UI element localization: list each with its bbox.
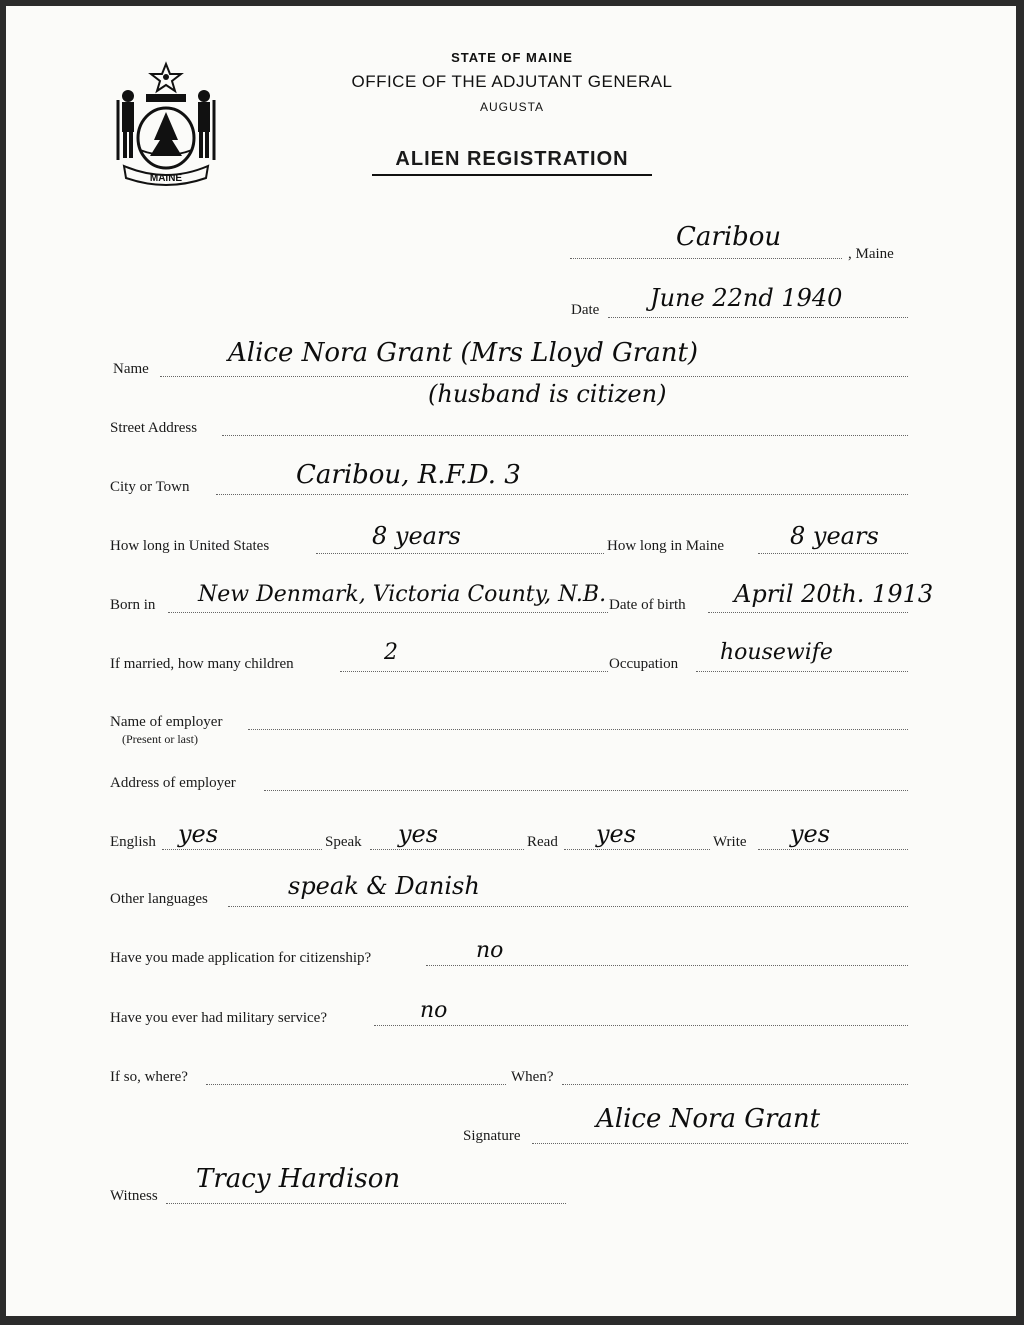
- born-in-value[interactable]: New Denmark, Victoria County, N.B.: [198, 582, 607, 607]
- occupation-value[interactable]: housewife: [720, 640, 833, 665]
- other-languages-line: [228, 906, 908, 907]
- read-value[interactable]: yes: [596, 820, 637, 848]
- employer-address-label: Address of employer: [110, 775, 236, 791]
- military-line: [374, 1025, 908, 1026]
- employer-address-line[interactable]: [264, 790, 908, 791]
- english-value[interactable]: yes: [178, 820, 219, 848]
- maine-duration-value[interactable]: 8 years: [790, 522, 879, 550]
- witness-label: Witness: [110, 1188, 158, 1204]
- date-of-birth-label: Date of birth: [609, 597, 686, 613]
- us-duration-value[interactable]: 8 years: [372, 522, 461, 550]
- employer-label: Name of employer: [110, 714, 223, 730]
- children-value[interactable]: 2: [384, 640, 398, 665]
- header-office: OFFICE OF THE ADJUTANT GENERAL: [351, 72, 673, 91]
- where-label: If so, where?: [110, 1069, 188, 1085]
- form-title: ALIEN REGISTRATION: [372, 148, 652, 176]
- children-line: [340, 671, 608, 672]
- write-line: [758, 849, 908, 850]
- header-state: STATE OF MAINE: [451, 50, 573, 65]
- born-in-line: [168, 612, 608, 613]
- speak-value[interactable]: yes: [398, 820, 439, 848]
- signature-label: Signature: [463, 1128, 521, 1144]
- name-label: Name: [113, 361, 149, 377]
- witness-line: [166, 1203, 566, 1204]
- name-line: [160, 376, 908, 377]
- other-languages-label: Other languages: [110, 891, 208, 907]
- occupation-label: Occupation: [609, 656, 679, 672]
- signature-value[interactable]: Alice Nora Grant: [596, 1104, 821, 1134]
- location-line: [570, 258, 842, 259]
- location-value[interactable]: Caribou: [676, 222, 782, 252]
- signature-line: [532, 1143, 908, 1144]
- employer-line[interactable]: [248, 729, 908, 730]
- when-line[interactable]: [562, 1084, 908, 1085]
- military-label: Have you ever had military service?: [110, 1010, 327, 1026]
- header-city: AUGUSTA: [479, 100, 545, 114]
- children-label: If married, how many children: [110, 656, 294, 672]
- speak-label: Speak: [325, 834, 362, 850]
- other-languages-value[interactable]: speak & Danish: [288, 872, 480, 900]
- svg-text:MAINE: MAINE: [149, 173, 183, 184]
- employer-sublabel: (Present or last): [122, 732, 198, 746]
- us-duration-label: How long in United States: [110, 538, 270, 554]
- citizenship-value[interactable]: no: [476, 938, 504, 963]
- english-line: [162, 849, 322, 850]
- write-value[interactable]: yes: [790, 820, 831, 848]
- english-label: English: [110, 834, 156, 850]
- citizenship-label: Have you made application for citizenship?: [110, 950, 372, 966]
- when-label: When?: [511, 1069, 554, 1085]
- date-label: Date: [571, 302, 600, 318]
- date-of-birth-line: [708, 612, 908, 613]
- citizenship-line: [426, 965, 908, 966]
- city-label: City or Town: [110, 479, 190, 495]
- read-line: [564, 849, 710, 850]
- street-address-label: Street Address: [110, 420, 198, 436]
- name-note[interactable]: (husband is citizen): [428, 380, 667, 408]
- location-suffix: , Maine: [848, 246, 894, 262]
- maine-duration-line: [758, 553, 908, 554]
- write-label: Write: [713, 834, 747, 850]
- speak-line: [370, 849, 524, 850]
- military-value[interactable]: no: [420, 998, 448, 1023]
- witness-value[interactable]: Tracy Hardison: [196, 1164, 401, 1194]
- read-label: Read: [527, 834, 558, 850]
- name-value[interactable]: Alice Nora Grant (Mrs Lloyd Grant): [228, 338, 699, 368]
- where-line[interactable]: [206, 1084, 506, 1085]
- date-line: [608, 317, 908, 318]
- street-address-line[interactable]: [222, 435, 908, 436]
- city-value[interactable]: Caribou, R.F.D. 3: [296, 460, 521, 490]
- occupation-line: [696, 671, 908, 672]
- date-value[interactable]: June 22nd 1940: [650, 284, 843, 312]
- maine-duration-label: How long in Maine: [607, 538, 725, 554]
- us-duration-line: [316, 553, 604, 554]
- born-in-label: Born in: [110, 597, 156, 613]
- city-line: [216, 494, 908, 495]
- date-of-birth-value[interactable]: April 20th. 1913: [734, 580, 934, 608]
